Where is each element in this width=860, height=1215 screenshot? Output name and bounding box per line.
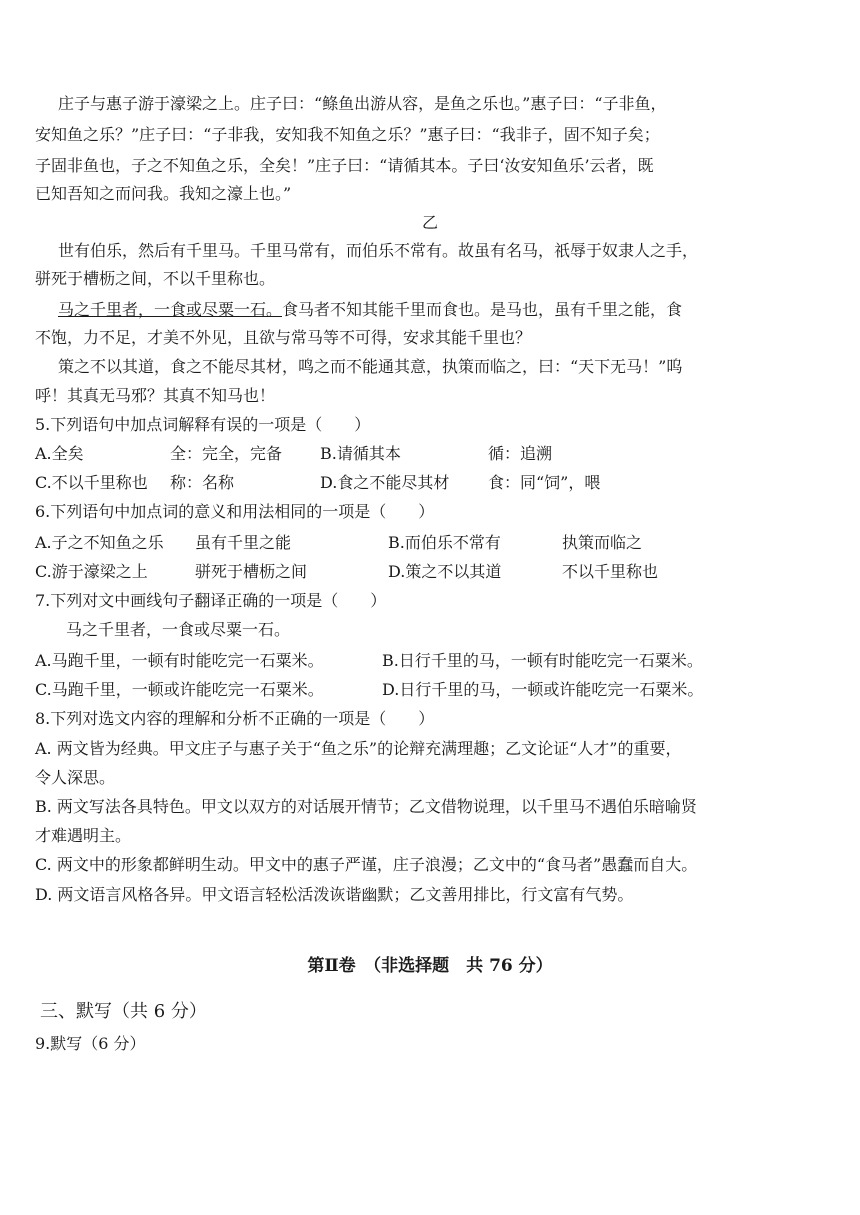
passage-jia-line-3: 子固非鱼也，子之不知鱼之乐，全矣！”庄子曰：“请循其本。子曰‘汝安知鱼乐’云者，既 — [35, 156, 654, 175]
q8-option-d: D. 两文语言风格各异。甲文语言轻松活泼诙谐幽默；乙文善用排比，行文富有气势。 — [35, 885, 634, 904]
q8-stem: 8.下列对选文内容的理解和分析不正确的一项是（ ） — [35, 709, 435, 728]
passage-yi-line-3-rest: 食马者不知其能千里而食也。是马也，虽有千里之能，食 — [282, 300, 683, 319]
q7-stem: 7.下列对文中画线句子翻译正确的一项是（ ） — [35, 591, 387, 610]
q5-option-d-text: D.食之不能尽其材 — [320, 473, 450, 492]
passage-yi-line-2: 骈死于槽枥之间，不以千里称也。 — [35, 269, 276, 288]
q8-option-c: C. 两文中的形象都鲜明生动。甲文中的惠子严谨，庄子浪漫；乙文中的“食马者”愚蠢而自大。 — [35, 855, 698, 874]
q8-option-a-line-2: 令人深思。 — [35, 768, 116, 787]
passage-yi-line-1: 世有伯乐，然后有千里马。千里马常有，而伯乐不常有。故虽有名马，祇辱于奴隶人之手， — [58, 241, 699, 260]
q5-option-c-explanation: 称：名称 — [170, 473, 235, 492]
underlined-sentence: 马之千里者，一食或尽粟一石。 — [58, 300, 283, 319]
q6-option-d-2: 不以千里称也 — [562, 562, 659, 581]
passage-yi-line-3 — [58, 299, 682, 321]
passage-yi-line-5: 策之不以其道，食之不能尽其材，鸣之而不能通其意，执策而临之，曰：“天下无马！”呜 — [58, 357, 683, 376]
q5-stem: 5.下列语句中加点词解释有误的一项是（ ） — [35, 415, 371, 434]
q7-option-c: C.马跑千里，一顿或许能吃完一石粟米。 — [35, 680, 324, 699]
passage-jia-line-1: 庄子与惠子游于濠梁之上。庄子曰：“鲦鱼出游从容，是鱼之乐也。”惠子曰：“子非鱼， — [58, 94, 667, 113]
q5-option-b-text: B.请循其本 — [320, 444, 401, 463]
passage-yi-line-6: 呼！其真无马邪？其真不知马也！ — [35, 386, 276, 405]
q6-option-c-2: 骈死于槽枥之间 — [195, 562, 308, 581]
q5-option-c-text: C.不以千里称也 — [35, 473, 148, 492]
passage-jia-line-4: 已知吾知之而问我。我知之濠上也。” — [35, 184, 292, 203]
q6-option-d-1: D.策之不以其道 — [388, 562, 502, 581]
part-2-title: 第Ⅱ卷 （非选择题 共 76 分） — [307, 956, 553, 976]
q7-option-b: B.日行千里的马，一顿有时能吃完一石粟米。 — [382, 651, 703, 670]
q9-stem: 9.默写（6 分） — [35, 1034, 146, 1053]
passage-yi-line-4: 不饱，力不足，才美不外见，且欲与常马等不可得，安求其能千里也？ — [35, 328, 532, 347]
q7-quoted-sentence: 马之千里者，一食或尽粟一石。 — [66, 620, 291, 639]
q7-option-a: A.马跑千里，一顿有时能吃完一石粟米。 — [35, 651, 324, 670]
passage-yi-heading: 乙 — [421, 213, 438, 232]
q8-option-b-line-2: 才难遇明主。 — [35, 826, 132, 845]
q6-option-b-1: B.而伯乐不常有 — [388, 533, 501, 552]
q6-option-b-2: 执策而临之 — [562, 533, 643, 552]
passage-jia-line-2: 安知鱼之乐？”庄子曰：“子非我，安知我不知鱼之乐？”惠子曰：“我非子，固不知子矣； — [35, 125, 660, 144]
q6-option-a-1: A.子之不知鱼之乐 — [35, 533, 164, 552]
q5-option-a-text: A.全矣 — [35, 444, 84, 463]
q8-option-a-line-1: A. 两文皆为经典。甲文庄子与惠子关于“鱼之乐”的论辩充满理趣；乙文论证“人才”的重要， — [35, 739, 682, 758]
section-3-title: 三、默写（共 6 分） — [40, 1001, 207, 1022]
q8-option-b-line-1: B. 两文写法各具特色。甲文以双方的对话展开情节；乙文借物说理，以千里马不遇伯乐暗喻贤 — [35, 797, 697, 816]
q6-option-c-1: C.游于濠梁之上 — [35, 562, 148, 581]
q6-stem: 6.下列语句中加点词的意义和用法相同的一项是（ ） — [35, 502, 435, 521]
q5-option-b-explanation: 循：追溯 — [488, 444, 553, 463]
q6-option-a-2: 虽有千里之能 — [195, 533, 292, 552]
q5-option-a-explanation: 全：完全，完备 — [170, 444, 283, 463]
q7-option-d: D.日行千里的马，一顿或许能吃完一石粟米。 — [382, 680, 704, 699]
q5-option-d-explanation: 食：同“饲”，喂 — [488, 473, 601, 492]
